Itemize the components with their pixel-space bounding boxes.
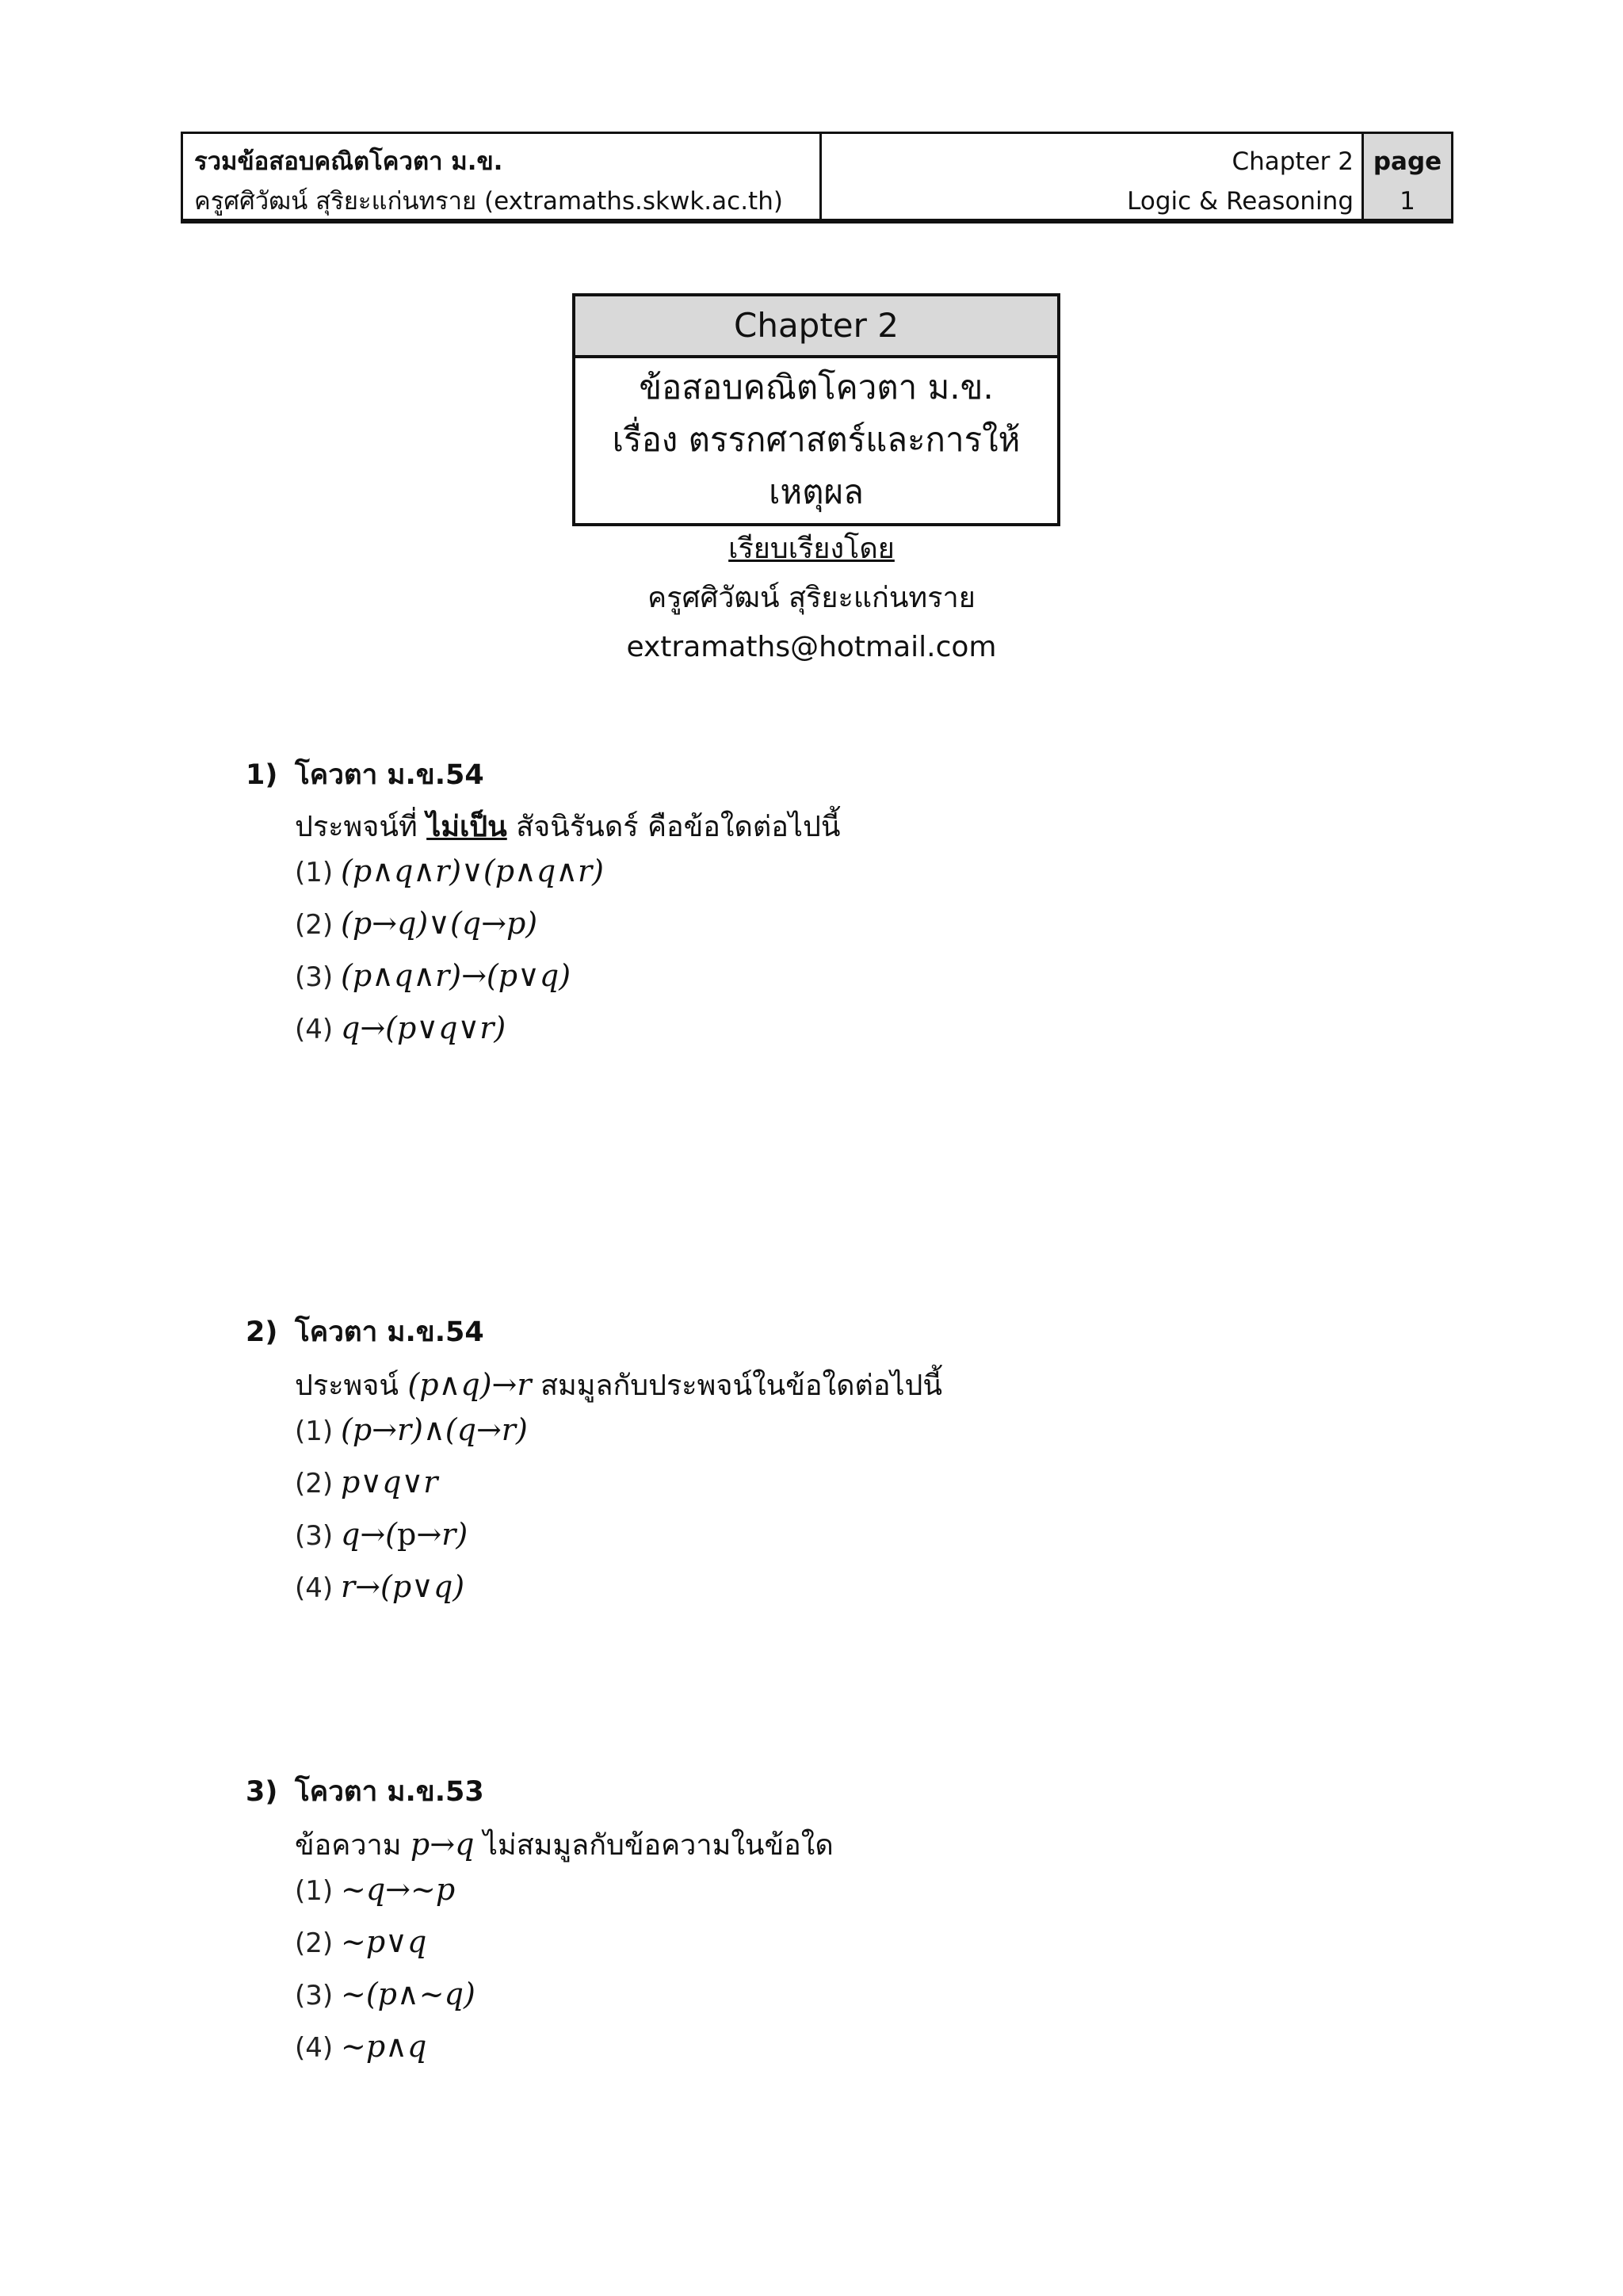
option-label: (4) — [295, 1014, 334, 1045]
header-page-number: 1 — [1400, 187, 1415, 216]
option-1 — [295, 1412, 1434, 1465]
option-expression: ~q→~p — [341, 1872, 456, 1907]
option-expression: r→(p∨q) — [341, 1569, 465, 1604]
header-page-cell — [1364, 134, 1451, 219]
stem-text: สัจนิรันดร์ คือข้อใดต่อไปนี้ — [506, 811, 841, 843]
option-expression: ~p∧q — [341, 2029, 427, 2064]
option-1 — [295, 854, 1434, 906]
option-3 — [295, 1977, 1434, 2029]
option-label: (1) — [295, 857, 334, 888]
question-stem — [295, 801, 1434, 854]
page-header — [181, 132, 1453, 223]
option-2 — [295, 906, 1434, 958]
expr-part: p — [397, 1517, 417, 1552]
stem-text: สมมูลกับประพจน์ในข้อใดต่อไปนี้ — [531, 1370, 943, 1402]
question-stem — [295, 1358, 1434, 1412]
option-label: (3) — [295, 1980, 334, 2011]
option-3 — [295, 958, 1434, 1010]
option-expression: ~(p∧~q) — [341, 1977, 475, 2011]
option-4 — [295, 1010, 1434, 1063]
header-page-label: page — [1373, 147, 1442, 176]
question-source: โควตา ม.ข.53 — [295, 1776, 484, 1808]
chapter-box — [572, 293, 1060, 526]
question-number: 2) — [246, 1316, 278, 1348]
option-expression: (p→q)∨(q→p) — [341, 906, 538, 941]
question-number: 1) — [246, 759, 278, 791]
option-label: (1) — [295, 1415, 334, 1447]
option-label: (1) — [295, 1875, 334, 1907]
option-2 — [295, 1465, 1434, 1517]
option-label: (3) — [295, 1520, 334, 1552]
option-expression — [341, 1517, 468, 1552]
stem-expression: (p∧q)→r — [407, 1367, 532, 1402]
question-header — [246, 749, 1434, 801]
stem-text: ประพจน์ที่ — [295, 811, 427, 843]
chapter-title: Chapter 2 — [575, 296, 1057, 358]
expr-part: q→( — [341, 1517, 397, 1552]
option-label: (4) — [295, 2032, 334, 2064]
compiled-by-label: เรียบเรียงโดย — [728, 533, 895, 565]
stem-text: ประพจน์ — [295, 1370, 408, 1402]
question-3 — [246, 1766, 1434, 2081]
option-label: (2) — [295, 909, 334, 941]
option-label: (2) — [295, 1468, 334, 1499]
option-expression: (p∧q∧r)→(p∨q) — [341, 958, 571, 993]
option-2 — [295, 1924, 1434, 1977]
question-header — [246, 1306, 1434, 1358]
stem-text: ข้อความ — [295, 1829, 411, 1862]
header-topic: Logic & Reasoning — [1127, 187, 1354, 216]
option-expression: ~p∨q — [341, 1924, 427, 1959]
question-number: 3) — [246, 1776, 278, 1808]
stem-emphasis: ไม่เป็น — [426, 811, 507, 843]
question-2 — [246, 1306, 1434, 1622]
question-header — [246, 1766, 1434, 1818]
option-1 — [295, 1872, 1434, 1924]
option-expression: p∨q∨r — [341, 1465, 438, 1499]
option-label: (2) — [295, 1927, 334, 1959]
chapter-subtitle-line2: เรื่อง ตรรกศาสตร์และการให้เหตุผล — [612, 420, 1021, 511]
author-email: extramaths@hotmail.com — [626, 631, 997, 663]
stem-expression: p→q — [410, 1827, 475, 1862]
author-name: ครูศศิวัฒน์ สุริยะแก่นทราย — [647, 582, 976, 614]
header-title: รวมข้อสอบคณิตโควตา ม.ข. — [194, 147, 503, 176]
credit-block — [0, 525, 1623, 672]
question-source: โควตา ม.ข.54 — [295, 1316, 484, 1348]
option-expression: q→(p∨q∨r) — [341, 1010, 506, 1045]
option-4 — [295, 1569, 1434, 1622]
question-1 — [246, 749, 1434, 1063]
question-stem — [295, 1818, 1434, 1872]
option-expression: (p→r)∧(q→r) — [341, 1412, 528, 1447]
option-4 — [295, 2029, 1434, 2081]
question-source: โควตา ม.ข.54 — [295, 759, 484, 791]
option-label: (4) — [295, 1572, 334, 1604]
stem-text: ไม่สมมูลกับข้อความในข้อใด — [474, 1829, 834, 1862]
header-title-cell — [183, 134, 822, 219]
option-label: (3) — [295, 961, 334, 993]
option-expression: (p∧q∧r)∨(p∧q∧r) — [341, 854, 604, 888]
header-chapter: Chapter 2 — [1232, 147, 1354, 176]
header-author: ครูศศิวัฒน์ สุริยะแก่นทราย (extramaths.skwk.ac.th) — [194, 187, 783, 216]
chapter-subtitle-line1: ข้อสอบคณิตโควตา ม.ข. — [639, 368, 994, 407]
chapter-subtitle — [575, 358, 1057, 523]
option-3 — [295, 1517, 1434, 1569]
expr-part: →r) — [416, 1517, 468, 1552]
header-chapter-cell — [822, 134, 1364, 219]
